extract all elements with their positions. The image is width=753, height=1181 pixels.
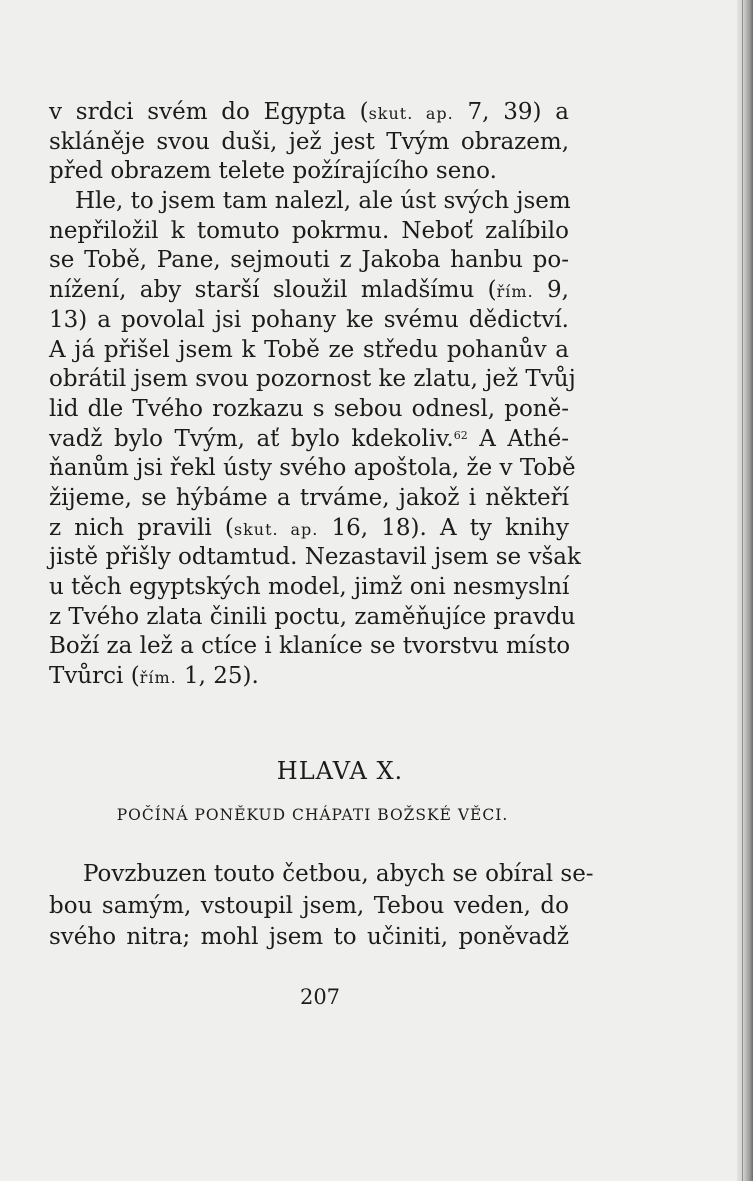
chapter-heading: HLAVA X. [276, 757, 404, 785]
text-line: Tvůrci (řím. 1, 25). [49, 663, 259, 690]
text-line: z nich pravili (skut. ap. 16, 18). A ty knihy [49, 514, 569, 541]
body-text-top [49, 98, 581, 692]
text-line: jistě přišly odtamtud. Nezastavil jsem se však [49, 544, 581, 571]
chapter-subtitle: POČÍNÁ PONĚKUD CHÁPATI BOŽSKÉ VĚCI. [116, 806, 509, 824]
text-line: nížení, aby starší sloužil mladšímu (řím. 9, [49, 277, 569, 304]
text-line: vadž bylo Tvým, ať bylo kdekoliv.$^{62}$ A Athé- [49, 425, 569, 452]
text-line: nepřiložil k tomuto pokrmu. Neboť zalíbilo [49, 217, 569, 244]
body-text-bottom [49, 859, 594, 954]
text-line: A já přišel jsem k Tobě ze středu pohanův a [49, 336, 569, 363]
text-line: v srdci svém do Egypta (skut. ap. 7, 39) a [49, 99, 569, 125]
page-edge-line [742, 0, 743, 1181]
text-line: svého nitra; mohl jsem to učiniti, poněvadž [49, 924, 569, 950]
text-line: 13) a povolal jsi pohany ke svému dědictví. [49, 306, 569, 333]
text-line: skláněje svou duši, jež jest Tvým obrazem, [49, 128, 569, 155]
text-line: Hle, to jsem tam nalezl, ale úst svých jsem [75, 188, 571, 215]
text-line: z Tvého zlata činili poctu, zaměňujíce pravdu [49, 603, 576, 630]
text-line: žijeme, se hýbáme a trváme, jakož i někteří [49, 484, 569, 511]
page-number: 207 [299, 985, 341, 1009]
text-line: se Tobě, Pane, sejmouti z Jakoba hanbu po- [49, 247, 569, 274]
text-line: obrátil jsem svou pozornost ke zlatu, jež Tvůj [49, 366, 576, 393]
page-edge-shadow [737, 0, 753, 1181]
text-line: lid dle Tvého rozkazu s sebou odnesl, poně- [49, 395, 569, 422]
text-line: ňanům jsi řekl ústy svého apoštola, že v Tobě [49, 455, 576, 482]
footnote-marker: 62 [453, 428, 468, 442]
text-line: Boží za lež a ctíce i klaníce se tvorstvu místo [49, 633, 571, 660]
text-line: u těch egyptských model, jimž oni nesmyslní [49, 574, 570, 600]
text-line: Povzbuzen touto četbou, abych se obíral se- [83, 861, 594, 887]
text-line: před obrazem telete požírajícího seno. [49, 158, 497, 185]
text-line: bou samým, vstoupil jsem, Tebou veden, do [49, 892, 569, 919]
